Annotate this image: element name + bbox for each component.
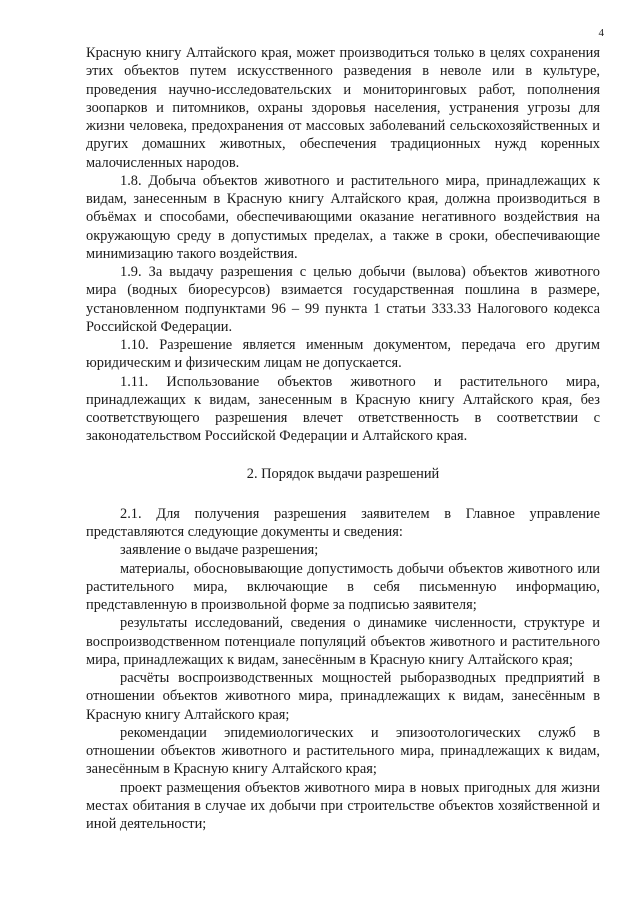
list-item-research-results: результаты исследований, сведения о динамике численности, структуре и воспроизводственном потенциале популяций объектов животного и растительного мира, принадлежащих к видам, занесённым в Красную книгу Алтайского края; <box>86 615 600 668</box>
document-body <box>86 44 600 833</box>
list-item-capacity-calculations: расчёты воспроизводственных мощностей рыборазводных предприятий в отношении объектов животного мира, принадлежащих к видам, занесённым в Красную книгу Алтайского края; <box>86 670 600 723</box>
paragraph-1-8: 1.8. Добыча объектов животного и растительного мира, принадлежащих к видам, занесенным в Красную книгу Алтайского края, должна производиться в объёмах и способами, обеспечивающими оказание негативного воздействия на окружающую среду в допустимых пределах, а также в сроки, обеспечивающие минимизацию такого воздействия. <box>86 172 600 262</box>
paragraphs-before-section <box>86 44 600 446</box>
paragraph-continuation: Красную книгу Алтайского края, может производиться только в целях сохранения этих объектов путем искусственного разведения в неволе или в культуре, проведения научно-исследовательских и мониторинговых работ, пополнения зоопарков и питомников, охраны здоровья населения, устранения угрозы для жизни человека, предохранения от массовых заболеваний сельскохозяйственных и других домашних животных, обеспечения традиционных нужд коренных малочисленных народов. <box>86 45 600 171</box>
paragraphs-after-section <box>86 505 600 834</box>
page-number: 4 <box>598 27 604 39</box>
section-heading: 2. Порядок выдачи разрешений <box>246 465 440 482</box>
paragraph-1-9: 1.9. За выдачу разрешения с целью добычи (вылова) объектов животного мира (водных биоресурсов) взимается государственная пошлина в размере, установленном подпунктами 96 – 99 пункта 1 статьи 333.33 Налогового кодекса Российской Федерации. <box>86 264 600 335</box>
list-item-justification: материалы, обосновывающие допустимость добычи объектов животного или растительного мира, включающие в себя письменную информацию, представленную в произвольной форме за подписью заявителя; <box>86 560 600 613</box>
paragraph-1-10: 1.10. Разрешение является именным документом, передача его другим юридическим и физическим лицам не допускается. <box>86 337 600 372</box>
list-item-application: заявление о выдаче разрешения; <box>120 542 319 559</box>
paragraph-1-11: 1.11. Использование объектов животного и растительного мира, принадлежащих к видам, занесенным в Красную книгу Алтайского края, без соответствующего разрешения влечет ответственность в соответствии с законодательством Российской Федерации и Алтайского края. <box>86 373 600 445</box>
list-item-recommendations: рекомендации эпидемиологических и эпизоотологических служб в отношении объектов животного и растительного мира, принадлежащих к видам, занесённым в Красную книгу Алтайского края; <box>86 724 600 778</box>
list-item-relocation-project: проект размещения объектов животного мира в новых пригодных для жизни местах обитания в случае их добычи при строительстве объектов хозяйственной и иной деятельности; <box>86 779 600 832</box>
paragraph-2-1: 2.1. Для получения разрешения заявителем в Главное управление представляются следующие документы и сведения: <box>86 505 600 540</box>
